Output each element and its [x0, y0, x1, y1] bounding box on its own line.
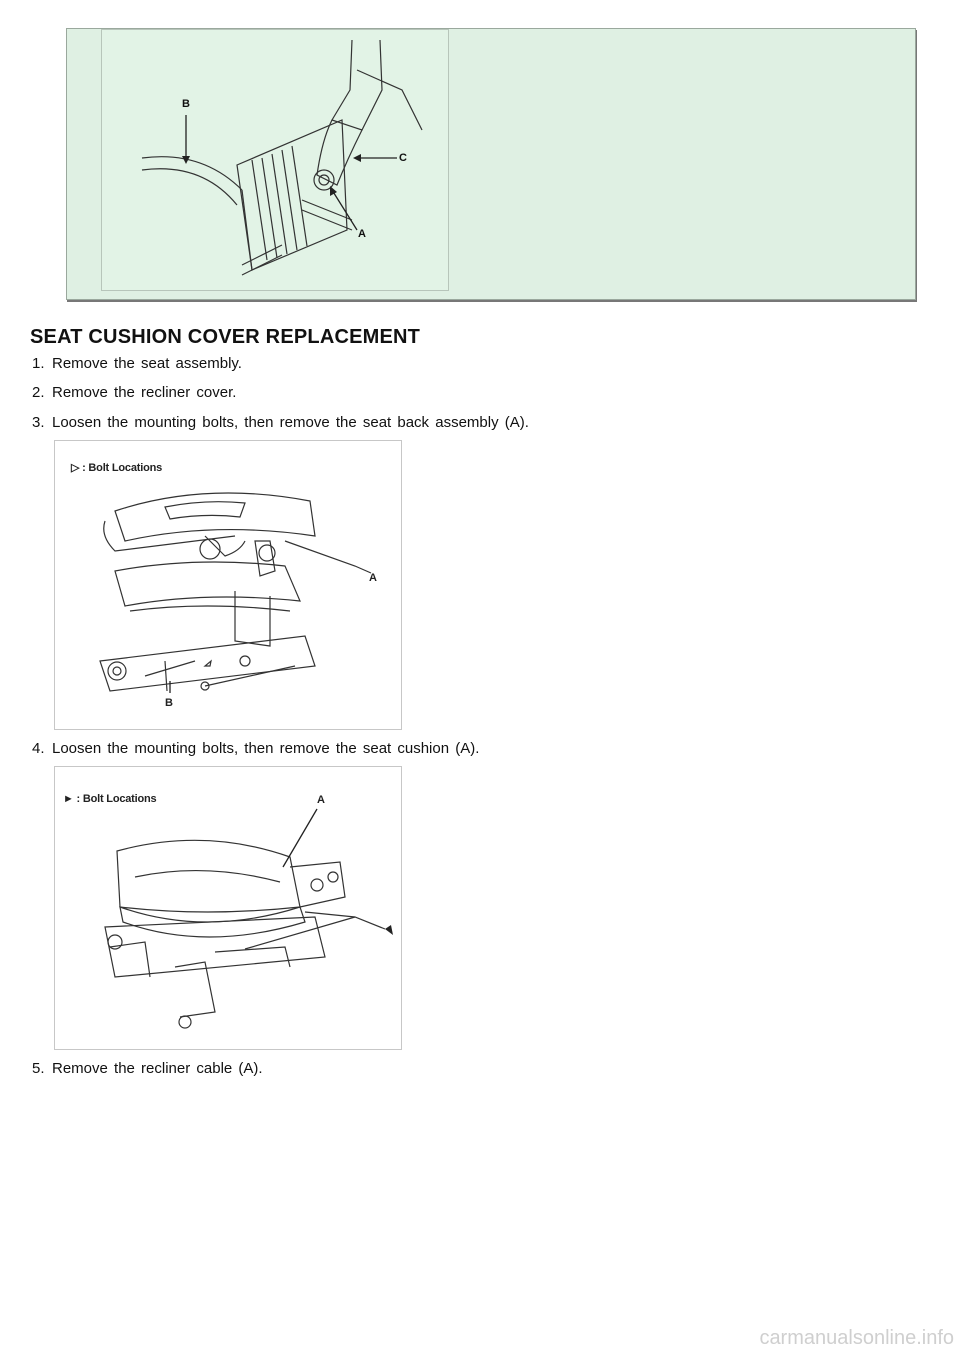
step-number: 5.	[32, 1060, 45, 1077]
callout-c: C	[399, 152, 407, 164]
step-text: Loosen the mounting bolts, then remove the seat cushion (A).	[52, 740, 480, 757]
callout-b: B	[182, 98, 190, 110]
figure-caption: ► : Bolt Locations	[63, 793, 157, 805]
page-title: SEAT CUSHION COVER REPLACEMENT	[30, 326, 421, 348]
step-text: Remove the recliner cable (A).	[52, 1060, 263, 1077]
step-number: 4.	[32, 740, 45, 757]
step-text: Loosen the mounting bolts, then remove the seat back assembly (A).	[52, 414, 529, 431]
step-text: Remove the seat assembly.	[52, 355, 242, 372]
figure-recliner-detail	[66, 28, 916, 300]
figure-recliner-frame	[101, 29, 449, 291]
step-3	[32, 414, 529, 432]
step-4	[32, 740, 479, 758]
step-text: Remove the recliner cover.	[52, 384, 237, 401]
step-number: 3.	[32, 414, 45, 431]
seat-cushion-illustration	[55, 767, 401, 1049]
step-1	[32, 355, 242, 373]
callout-a: A	[317, 794, 325, 806]
callout-b: B	[165, 697, 173, 709]
step-2	[32, 384, 236, 402]
recliner-illustration	[102, 30, 448, 290]
step-number: 2.	[32, 384, 45, 401]
callout-a: A	[358, 228, 366, 240]
figure-seat-back-removal	[54, 440, 402, 730]
watermark: carmanualsonline.info	[759, 1327, 954, 1349]
figure-caption: ▷ : Bolt Locations	[71, 462, 163, 474]
step-number: 1.	[32, 355, 45, 372]
seat-back-illustration	[55, 441, 401, 729]
step-5	[32, 1060, 263, 1078]
figure-seat-cushion-removal	[54, 766, 402, 1050]
callout-a: A	[369, 572, 377, 584]
